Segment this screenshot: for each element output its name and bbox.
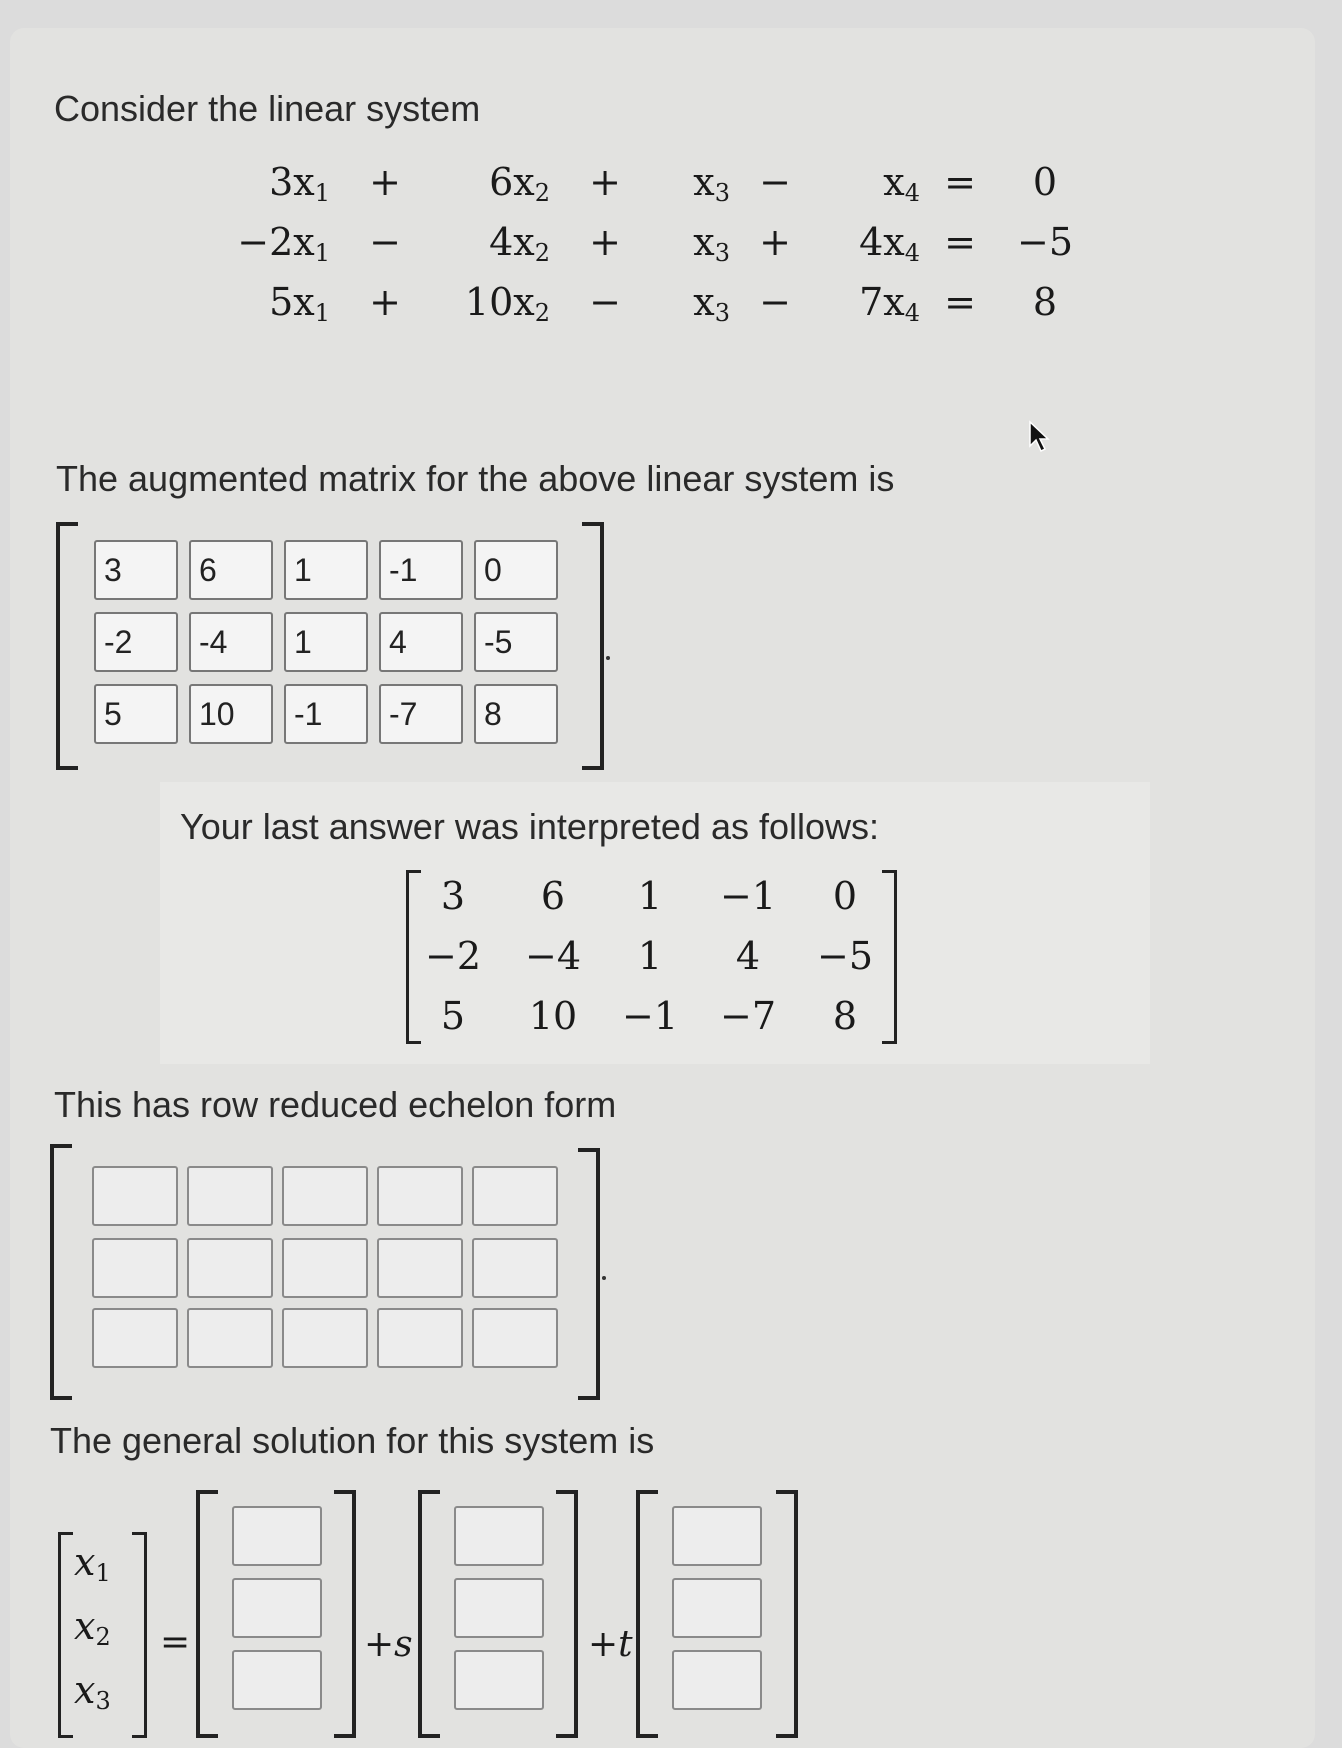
matrix-entry: −5 — [816, 934, 874, 978]
solution-input[interactable] — [232, 1650, 322, 1710]
matrix-input[interactable]: -1 — [284, 684, 368, 744]
operator: − — [369, 220, 401, 264]
left-bracket — [50, 1144, 72, 1400]
rhs-value: −5 — [1016, 220, 1074, 264]
rref-input[interactable] — [187, 1166, 273, 1226]
rref-input[interactable] — [187, 1238, 273, 1298]
right-bracket — [776, 1490, 798, 1738]
term-x1: $3x_1$ — [269, 160, 330, 207]
linear-system — [220, 160, 1080, 340]
matrix-entry: 1 — [637, 874, 663, 918]
matrix-entry: 6 — [540, 874, 566, 918]
matrix-input[interactable]: 6 — [189, 540, 273, 600]
matrix-entry: 4 — [735, 934, 761, 978]
rref-input[interactable] — [377, 1166, 463, 1226]
rhs-value: 0 — [1032, 160, 1058, 204]
term-x2: $6x_2$ — [489, 160, 550, 207]
matrix-input[interactable]: 8 — [474, 684, 558, 744]
right-bracket — [556, 1490, 578, 1738]
rref-input[interactable] — [472, 1166, 558, 1226]
term-x4: $x_4$ — [883, 160, 920, 207]
variable-x1: $x_1$ — [74, 1540, 111, 1587]
variable-x3: $x_3$ — [74, 1668, 111, 1715]
rref-input[interactable] — [472, 1238, 558, 1298]
matrix-input[interactable]: 4 — [379, 612, 463, 672]
term-x1: $-2x_1$ — [237, 220, 330, 267]
term-x3: $x_3$ — [693, 280, 730, 327]
matrix-entry: 5 — [440, 994, 466, 1038]
matrix-entry: 10 — [528, 994, 578, 1038]
period — [602, 1276, 606, 1280]
rref-input[interactable] — [92, 1166, 178, 1226]
term-x3: $x_3$ — [693, 160, 730, 207]
rref-input[interactable] — [377, 1308, 463, 1368]
equals-sign: = — [944, 220, 976, 264]
matrix-input[interactable]: 1 — [284, 612, 368, 672]
solution-input[interactable] — [672, 1650, 762, 1710]
operator: + — [589, 220, 621, 264]
equals-sign: = — [944, 280, 976, 324]
matrix-input[interactable]: -7 — [379, 684, 463, 744]
right-bracket — [582, 522, 604, 770]
operator: + — [369, 280, 401, 324]
rref-input[interactable] — [92, 1308, 178, 1368]
equals-sign: = — [944, 160, 976, 204]
operator: − — [759, 160, 791, 204]
rref-label: This has row reduced echelon form — [54, 1084, 617, 1125]
solution-input[interactable] — [454, 1578, 544, 1638]
matrix-entry: 1 — [637, 934, 663, 978]
solution-input[interactable] — [232, 1578, 322, 1638]
matrix-input[interactable]: -5 — [474, 612, 558, 672]
period — [606, 656, 610, 660]
term-x2: $10x_2$ — [464, 280, 550, 327]
operator: − — [759, 280, 791, 324]
term-x2: $4x_2$ — [489, 220, 550, 267]
matrix-input[interactable]: 1 — [284, 540, 368, 600]
matrix-entry: −1 — [719, 874, 777, 918]
left-bracket — [58, 1532, 73, 1738]
rref-input[interactable] — [377, 1238, 463, 1298]
matrix-input[interactable]: -4 — [189, 612, 273, 672]
mouse-cursor-icon — [1028, 420, 1054, 454]
matrix-entry: −2 — [424, 934, 482, 978]
term-x4: $7x_4$ — [859, 280, 920, 327]
variable-x2: $x_2$ — [74, 1604, 111, 1651]
param-s-label: +s — [364, 1624, 413, 1665]
rref-input[interactable] — [472, 1308, 558, 1368]
operator: + — [369, 160, 401, 204]
solution-input[interactable] — [672, 1578, 762, 1638]
matrix-input[interactable]: -2 — [94, 612, 178, 672]
solution-input[interactable] — [454, 1506, 544, 1566]
matrix-entry: 3 — [440, 874, 466, 918]
operator: + — [759, 220, 791, 264]
right-bracket — [334, 1490, 356, 1738]
matrix-entry: −1 — [621, 994, 679, 1038]
matrix-input[interactable]: 10 — [189, 684, 273, 744]
operator: − — [589, 280, 621, 324]
right-bracket — [578, 1148, 600, 1400]
operator: + — [589, 160, 621, 204]
matrix-input[interactable]: -1 — [379, 540, 463, 600]
matrix-input[interactable]: 0 — [474, 540, 558, 600]
left-bracket — [418, 1490, 440, 1738]
general-solution-label: The general solution for this system is — [50, 1420, 655, 1461]
solution-input[interactable] — [672, 1506, 762, 1566]
term-x4: $4x_4$ — [859, 220, 920, 267]
term-x1: $5x_1$ — [269, 280, 330, 327]
param-t-label: +t — [588, 1624, 633, 1665]
right-bracket — [132, 1532, 147, 1738]
rhs-value: 8 — [1032, 280, 1058, 324]
solution-input[interactable] — [454, 1650, 544, 1710]
left-bracket — [636, 1490, 658, 1738]
interpretation-label: Your last answer was interpreted as follows: — [180, 806, 880, 847]
matrix-entry: 8 — [832, 994, 858, 1038]
matrix-input[interactable]: 3 — [94, 540, 178, 600]
solution-input[interactable] — [232, 1506, 322, 1566]
augmented-matrix-label: The augmented matrix for the above linear system is — [56, 458, 895, 499]
rref-input[interactable] — [92, 1238, 178, 1298]
matrix-input[interactable]: 5 — [94, 684, 178, 744]
term-x3: $x_3$ — [693, 220, 730, 267]
intro-text: Consider the linear system — [54, 88, 481, 129]
matrix-entry: 0 — [832, 874, 858, 918]
rref-input[interactable] — [282, 1238, 368, 1298]
left-bracket — [196, 1490, 218, 1738]
rref-input[interactable] — [282, 1166, 368, 1226]
left-bracket — [56, 522, 78, 770]
rref-input[interactable] — [187, 1308, 273, 1368]
matrix-entry: −7 — [719, 994, 777, 1038]
equals-sign: = — [160, 1622, 191, 1663]
matrix-entry: −4 — [524, 934, 582, 978]
rref-input[interactable] — [282, 1308, 368, 1368]
